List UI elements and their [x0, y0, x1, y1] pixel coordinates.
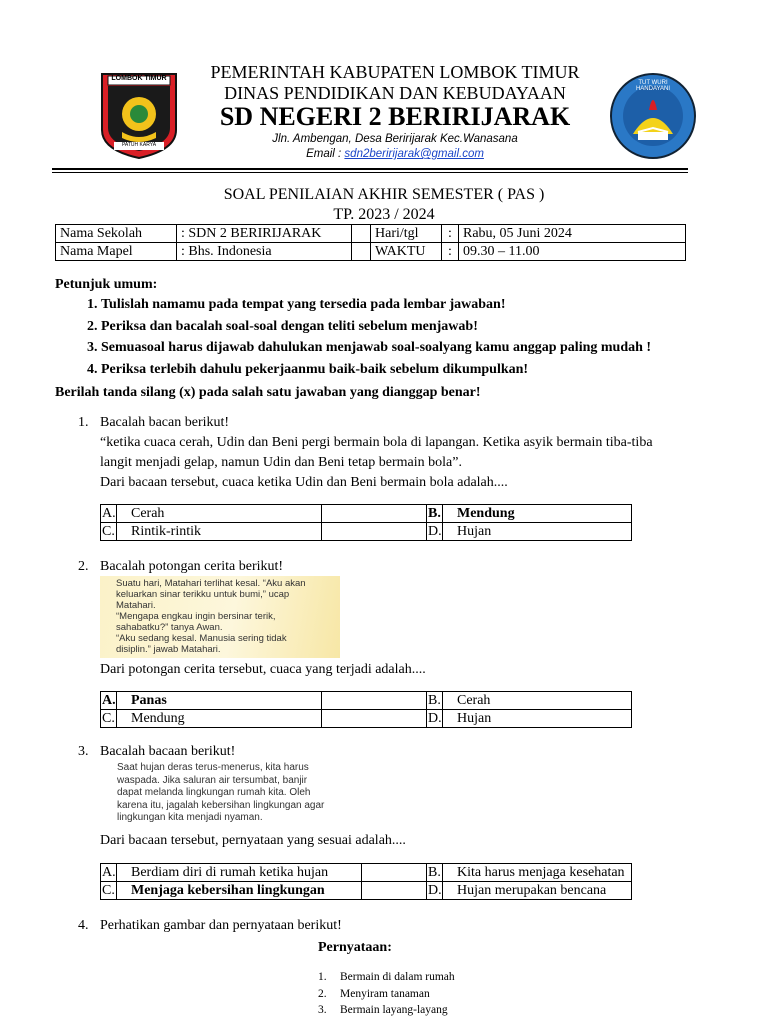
option-spacer: [322, 505, 427, 523]
info-value-2: Rabu, 05 Juni 2024: [459, 225, 686, 243]
option-d[interactable]: Hujan: [443, 710, 632, 728]
story-line: lingkungan kita menjadi nyaman.: [117, 812, 263, 823]
info-colon: :: [442, 225, 459, 243]
option-a[interactable]: Cerah: [117, 505, 322, 523]
statement-item: [318, 1002, 455, 1019]
option-b[interactable]: Kita harus menjaga kesehatan: [443, 864, 632, 882]
question-text: Dari potongan cerita tersebut, cuaca yang terjadi adalah....: [100, 662, 426, 677]
statement-text: Bermain layang-layang: [340, 1004, 448, 1016]
story-line: “Aku sedang kesal. Manusia sering tidak: [116, 633, 287, 644]
info-spacer: [352, 243, 371, 261]
question-line: langit menjadi gelap, namun Udin dan Beni tetap bermain bola”.: [100, 455, 462, 470]
options-table: [100, 691, 632, 728]
statement-item: [318, 986, 455, 1003]
option-a[interactable]: Berdiam diri di rumah ketika hujan: [117, 864, 362, 882]
info-table: [55, 224, 686, 261]
reading-excerpt-image: [117, 762, 367, 825]
option-letter: A.: [102, 506, 116, 521]
question-line: “ketika cuaca cerah, Udin dan Beni pergi bermain bola di lapangan. Ketika asyik bermain tiba-tiba: [100, 435, 653, 450]
info-colon: :: [442, 243, 459, 261]
academic-year: TP. 2023 / 2024: [333, 206, 435, 223]
statement-list: [318, 969, 455, 1019]
story-line: waspada. Jika saluran air tersumbat, banjir: [117, 774, 308, 786]
story-line: sahabatku?” tanya Awan.: [116, 622, 223, 633]
department-name: DINAS PENDIDIKAN DAN KEBUDAYAAN: [224, 83, 566, 103]
option-letter: B.: [428, 506, 441, 521]
instruction-item: 1. Tulislah namamu pada tempat yang tersedia pada lembar jawaban!: [101, 294, 755, 316]
question-intro: Bacalah bacaan berikut!: [100, 744, 236, 759]
option-letter: B.: [428, 693, 441, 708]
option-c[interactable]: Rintik-rintik: [117, 523, 322, 541]
question-intro: Perhatikan gambar dan pernyataan berikut!: [100, 918, 342, 933]
question-text: [100, 413, 750, 493]
story-line: Suatu hari, Matahari terlihat kesal. “Aku akan: [116, 578, 306, 589]
story-excerpt-image: [100, 576, 340, 658]
option-letter: B.: [428, 865, 441, 880]
question-number: 1.: [78, 415, 89, 430]
instruction-item: 2. Periksa dan bacalah soal-soal dengan teliti sebelum menjawab!: [101, 316, 755, 338]
statement-number: 2.: [318, 987, 327, 1000]
option-letter: A.: [102, 865, 116, 880]
instructions-list: [55, 294, 755, 380]
government-name: PEMERINTAH KABUPATEN LOMBOK TIMUR: [210, 62, 580, 82]
option-c[interactable]: Menjaga kebersihan lingkungan: [117, 882, 362, 900]
statement-text: Bermain di dalam rumah: [340, 971, 455, 983]
option-spacer: [362, 864, 427, 882]
question-number: 4.: [78, 918, 89, 933]
question-number: 3.: [78, 744, 89, 759]
question-intro: Bacalah potongan cerita berikut!: [100, 559, 284, 574]
story-line: disiplin.” jawab Matahari.: [116, 644, 221, 655]
school-address: Jln. Ambengan, Desa Beririjarak Kec.Wanasana: [272, 133, 518, 145]
question-line: Dari bacaan tersebut, cuaca ketika Udin dan Beni bermain bola adalah....: [100, 475, 508, 490]
option-b[interactable]: Cerah: [443, 692, 632, 710]
option-letter: C.: [102, 883, 115, 898]
info-label-2: WAKTU: [371, 243, 442, 261]
options-table: [100, 863, 632, 900]
story-line: “Mengapa engkau ingin bersinar terik,: [116, 611, 276, 622]
statement-heading: Pernyataan:: [318, 940, 392, 955]
info-value-2: 09.30 – 11.00: [459, 243, 686, 261]
logo-top-text: LOMBOK TIMUR: [111, 75, 167, 82]
story-line: Saat hujan deras terus-menerus, kita harus: [117, 762, 309, 773]
option-d[interactable]: Hujan: [443, 523, 632, 541]
info-label: Nama Mapel: [56, 243, 177, 261]
question-line: Bacalah bacan berikut!: [100, 415, 230, 430]
statement-text: Menyiram tanaman: [340, 987, 430, 1000]
info-value: : SDN 2 BERIRIJARAK: [177, 225, 352, 243]
option-spacer: [322, 523, 427, 541]
option-spacer: [322, 710, 427, 728]
school-email-line: [150, 147, 640, 162]
option-c[interactable]: Mendung: [117, 710, 322, 728]
option-d[interactable]: Hujan merupakan bencana: [443, 882, 632, 900]
school-name: SD NEGERI 2 BERIRIJARAK: [219, 102, 571, 131]
option-spacer: [322, 692, 427, 710]
story-line: keluarkan sinar terikku untuk bumi,” ucap: [116, 589, 290, 600]
option-spacer: [362, 882, 427, 900]
info-label-2: Hari/tgl: [371, 225, 442, 243]
story-line: Matahari.: [116, 600, 156, 611]
info-spacer: [352, 225, 371, 243]
option-letter: C.: [102, 524, 115, 539]
options-table: [100, 504, 632, 541]
question-number: 2.: [78, 559, 89, 574]
statement-number: 3.: [318, 1004, 327, 1016]
instructions-heading: Petunjuk umum:: [55, 277, 158, 292]
email-link[interactable]: sdn2beririjarak@gmail.com: [344, 148, 484, 160]
statement-item: [318, 969, 455, 986]
info-row-subject: [56, 243, 686, 261]
instruction-item: 3. Semuasoal harus dijawab dahulukan menjawab soal-soalyang kamu anggap paling mudah !: [101, 337, 755, 359]
option-letter: D.: [428, 524, 442, 539]
header-divider-thin: [52, 172, 688, 173]
option-a[interactable]: Panas: [117, 692, 322, 710]
info-row-school: [56, 225, 686, 243]
option-letter: C.: [102, 711, 115, 726]
exam-title: SOAL PENILAIAN AKHIR SEMESTER ( PAS ): [223, 186, 545, 203]
header-divider: [52, 168, 688, 170]
info-label: Nama Sekolah: [56, 225, 177, 243]
option-letter: D.: [428, 883, 442, 898]
general-instructions: [55, 276, 755, 380]
logo-bottom-text: PATUH KARYA: [121, 142, 157, 148]
statement-number: 1.: [318, 971, 327, 983]
info-value: : Bhs. Indonesia: [177, 243, 352, 261]
section-instruction: Berilah tanda silang (x) pada salah satu jawaban yang dianggap benar!: [55, 385, 481, 400]
story-line: dapat melanda lingkungan rumah kita. Oleh: [117, 787, 311, 798]
email-label: Email :: [306, 148, 345, 160]
story-line: karena itu, jagalah kebersihan lingkungan agar: [117, 799, 325, 811]
option-letter: D.: [428, 711, 442, 726]
instruction-item: 4. Periksa terlebih dahulu pekerjaanmu baik-baik sebelum dikumpulkan!: [101, 359, 755, 381]
question-text: Dari bacaan tersebut, pernyataan yang sesuai adalah....: [100, 833, 406, 848]
tut-wuri-text: TUT WURI HANDAYANI: [635, 80, 671, 92]
option-letter: A.: [102, 693, 116, 708]
option-b[interactable]: Mendung: [443, 505, 632, 523]
